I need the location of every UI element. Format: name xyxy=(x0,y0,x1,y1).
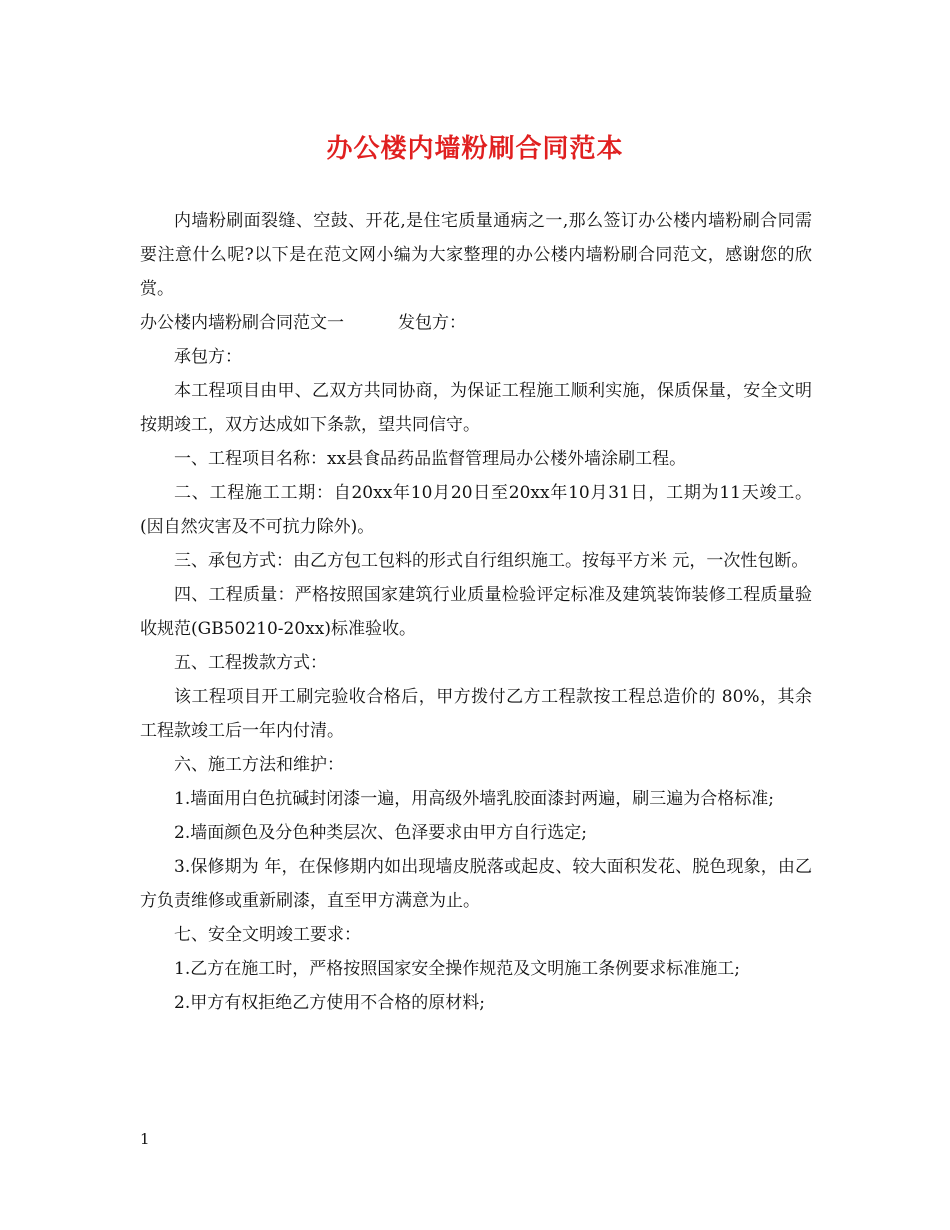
safety-item-2: 2.甲方有权拒绝乙方使用不合格的原材料; xyxy=(174,993,485,1013)
method-item-3: 3.保修期为 年，在保修期内如出现墙皮脱落或起皮、较大面积发花、脱色现象，由乙方负责维修或重新刷漆，直至甲方满意为止。 xyxy=(140,857,812,911)
clause-safety-heading: 七、安全文明竣工要求： xyxy=(174,925,361,945)
method-item-2: 2.墙面颜色及分色种类层次、色泽要求由甲方自行选定; xyxy=(174,823,587,843)
page-number: 1 xyxy=(140,1130,150,1148)
safety-item-1: 1.乙方在施工时，严格按照国家安全操作规范及文明施工条例要求标准施工; xyxy=(174,959,740,979)
agreement-paragraph: 本工程项目由甲、乙双方共同协商，为保证工程施工顺利实施，保质保量，安全文明按期竣工，双方达成如下条款，望共同信守。 xyxy=(140,381,812,435)
clause-quality: 四、工程质量：严格按照国家建筑行业质量检验评定标准及建筑装饰装修工程质量验收规范(GB50210-20xx)标准验收。 xyxy=(140,585,812,639)
document-body xyxy=(140,204,812,1020)
intro-paragraph: 内墙粉刷面裂缝、空鼓、开花,是住宅质量通病之一,那么签订办公楼内墙粉刷合同需要注意什么呢?以下是在范文网小编为大家整理的办公楼内墙粉刷合同范文，感谢您的欣赏。 xyxy=(140,211,812,299)
clause-payment-detail: 该工程项目开工刷完验收合格后，甲方拨付乙方工程款按工程总造价的 80%，其余工程款竣工后一年内付清。 xyxy=(140,687,812,741)
sample-heading-line xyxy=(140,306,812,340)
clause-project-name: 一、工程项目名称：xx县食品药品监督管理局办公楼外墙涂刷工程。 xyxy=(174,449,687,469)
clause-construction-period: 二、工程施工工期：自20xx年10月20日至20xx年10月31日，工期为11天竣工。(因自然灾害及不可抗力除外)。 xyxy=(140,483,812,537)
clause-contract-method: 三、承包方式：由乙方包工包料的形式自行组织施工。按每平方米 元，一次性包断。 xyxy=(174,551,809,571)
clause-payment-heading: 五、工程拨款方式： xyxy=(174,653,327,673)
employer-label: 发包方： xyxy=(398,313,466,333)
document-title: 办公楼内墙粉刷合同范本 xyxy=(326,134,624,164)
method-item-1: 1.墙面用白色抗碱封闭漆一遍，用高级外墙乳胶面漆封两遍，刷三遍为合格标准; xyxy=(174,789,774,809)
sample-heading: 办公楼内墙粉刷合同范文一 xyxy=(140,313,344,333)
clause-method-heading: 六、施工方法和维护： xyxy=(174,755,344,775)
contractor-label: 承包方： xyxy=(174,347,242,367)
